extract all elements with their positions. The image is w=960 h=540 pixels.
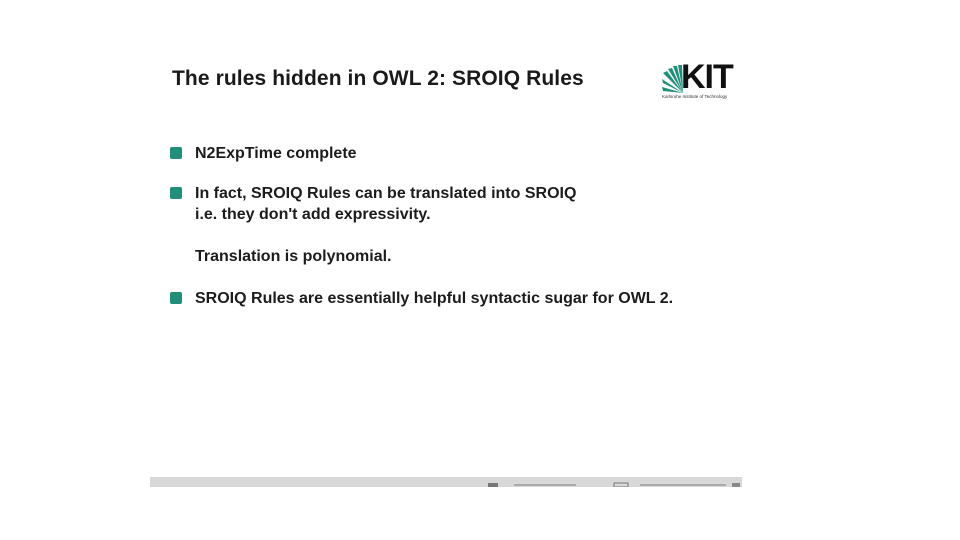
bullet-subtext: Translation is polynomial.: [195, 248, 392, 265]
footer-marks: [488, 482, 742, 487]
bullet-item: [170, 143, 730, 164]
slide: [150, 40, 742, 488]
bullet-text: i.e. they don't add expressivity.: [195, 206, 431, 223]
bullet-text: N2ExpTime complete: [195, 145, 357, 162]
slide-title: The rules hidden in OWL 2: SROIQ Rules: [172, 67, 584, 90]
square-bullet-icon: [170, 147, 182, 159]
bullet-text: In fact, SROIQ Rules can be translated into SROIQ: [195, 185, 577, 202]
footer-bar: [150, 477, 742, 487]
logo-word: KIT: [681, 58, 733, 96]
logo-subtitle: Karlsruhe Institute of Technology: [662, 94, 728, 99]
bullet-item: [170, 288, 730, 309]
bullet-text: SROIQ Rules are essentially helpful syntactic sugar for OWL 2.: [195, 290, 674, 307]
square-bullet-icon: [170, 292, 182, 304]
bullet-item: [170, 183, 730, 267]
square-bullet-icon: [170, 187, 182, 199]
bullet-list: [170, 143, 730, 309]
kit-logo-icon: [661, 58, 741, 101]
